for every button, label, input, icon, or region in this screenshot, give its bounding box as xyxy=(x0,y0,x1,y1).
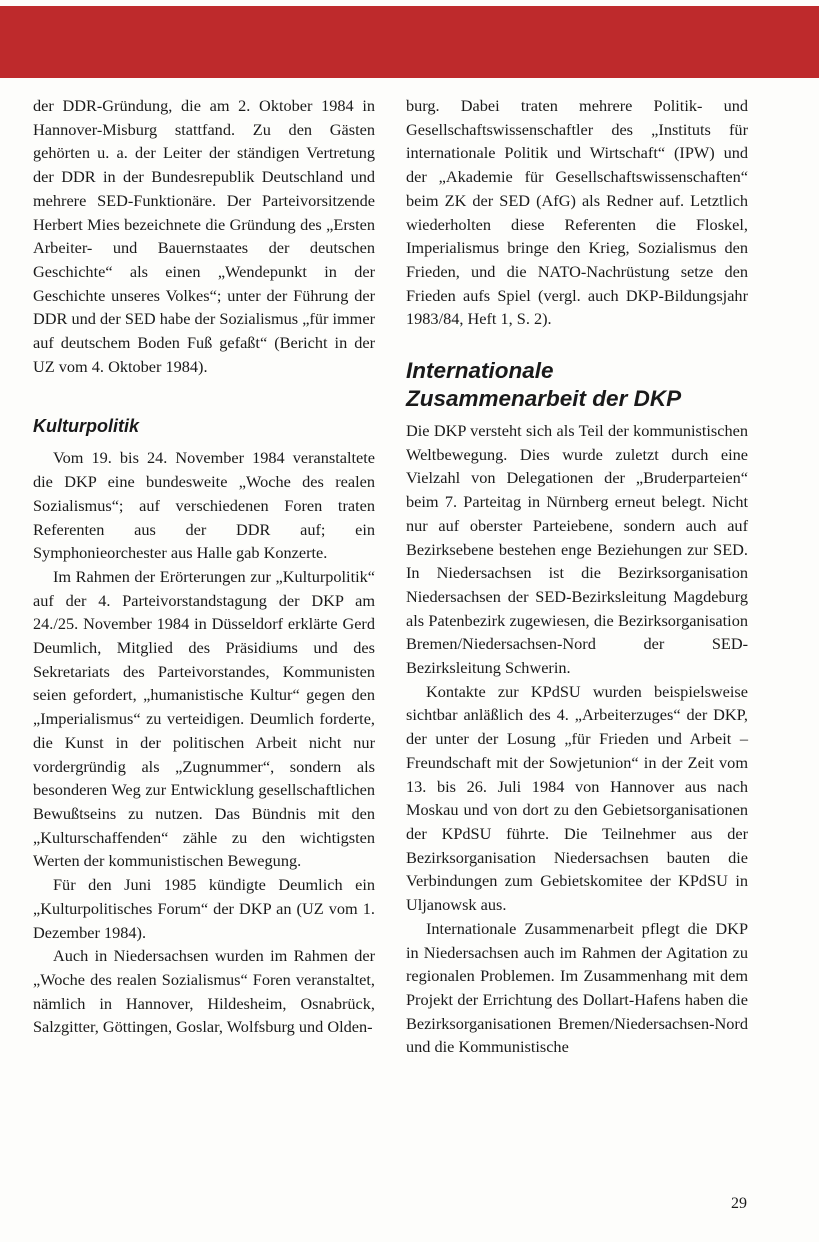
paragraph: Die DKP versteht sich als Teil der kommunistischen Weltbewegung. Dies wurde zuletzt durch eine Vielzahl von Delegationen der „Bruderparteien“ beim 7. Parteitag in Nürnberg erneut belegt. Nicht nur auf oberster Parteiebene, sondern auch auf Bezirksebene bestehen enge Beziehungen zur SED. In Niedersachsen ist die Bezirksorganisation Niedersachsen der SED-Bezirksleitung Magdeburg als Patenbezirk zugewiesen, die Bezirksorganisation Bremen/Niedersachsen-Nord der SED-Bezirksleitung Schwerin. xyxy=(406,421,748,678)
section-heading-internationale-zusammenarbeit xyxy=(406,357,748,413)
section-heading-kulturpolitik: Kulturpolitik xyxy=(33,416,139,437)
heading-line: Internationale xyxy=(406,358,554,384)
paragraph: Im Rahmen der Erörterungen zur „Kulturpolitik“ auf der 4. Parteivorstandstagung der DKP am 24./25. November 1984 in Düsseldorf erklärte Gerd Deumlich, Mitglied des Präsidiums und des Sekretariats des Parteivorstandes, Kommunisten seien gefordert, „humanistische Kultur“ gegen den „Imperialismus“ zu verteidigen. Deumlich forderte, die Kunst in der politischen Arbeit nicht nur vordergründig als „Zugnummer“, sondern als besonderen Weg zur Entwicklung gesellschaftlichen Bewußtseins zu nutzen. Das Bündnis mit den „Kulturschaffenden“ zähle zu den wichtigsten Werten der kommunistischen Bewegung. xyxy=(33,566,375,871)
left-column xyxy=(33,94,375,1039)
header-banner xyxy=(0,6,819,78)
paragraph: der DDR-Gründung, die am 2. Oktober 1984 in Hannover-Misburg stattfand. Zu den Gästen gehörten u. a. der Leiter der ständigen Vertretung der DDR in der Bundesrepublik Deutschland und mehrere SED-Funktionäre. Der Parteivorsitzende Herbert Mies bezeichnete die Gründung des „Ersten Arbeiter- und Bauernstaates der deutschen Geschichte“ als einen „Wendepunkt in der Geschichte unseres Volkes“; unter der Führung der DDR und der SED habe der Sozialismus „für immer auf deutschem Boden Fuß gefaßt“ (Bericht in der UZ vom 4. Oktober 1984). xyxy=(33,96,375,376)
paragraph: Internationale Zusammenarbeit pflegt die DKP in Niedersachsen auch im Rahmen der Agitation zu regionalen Problemen. Im Zusammenhang mit dem Projekt der Errichtung des Dollart-Hafens haben die Bezirksorganisationen Bremen/Niedersachsen-Nord und die Kommunistische xyxy=(406,918,748,1057)
page-number: 29 xyxy=(731,1195,747,1212)
paragraph: Kontakte zur KPdSU wurden beispielsweise sichtbar anläßlich des 4. „Arbeiterzuges“ der DKP, der unter der Losung „für Frieden und Arbeit – Freundschaft mit der Sowjetunion“ in der Zeit vom 13. bis 26. Juli 1984 von Hannover aus nach Moskau und von dort zu den Gebietsorganisationen der KPdSU führte. Die Teilnehmer aus der Bezirksorganisation Niedersachsen bauten die Verbindungen zum Gebietskomitee der KPdSU in Uljanowsk aus. xyxy=(406,681,748,915)
paragraph: burg. Dabei traten mehrere Politik- und Gesellschaftswissenschaftler des „Instituts für internationale Politik und Wirtschaft“ (IPW) und der „Akademie für Gesellschaftswissenschaften“ beim ZK der SED (AfG) als Redner auf. Letztlich wiederholten diese Referenten die Floskel, Imperialismus bringe den Krieg, Sozialismus den Frieden, und die NATO-Nachrüstung setze den Frieden aufs Spiel (vergl. auch DKP-Bildungsjahr 1983/84, Heft 1, S. 2). xyxy=(406,96,748,329)
paragraph: Auch in Niedersachsen wurden im Rahmen der „Woche des realen Sozialismus“ Foren veranstaltet, nämlich in Hannover, Hildesheim, Osnabrück, Salzgitter, Göttingen, Goslar, Wolfsburg und Olden- xyxy=(33,946,375,1037)
paragraph: Für den Juni 1985 kündigte Deumlich ein „Kulturpolitisches Forum“ der DKP an (UZ vom 1. Dezember 1984). xyxy=(33,875,375,942)
paragraph: Vom 19. bis 24. November 1984 veranstaltete die DKP eine bundesweite „Woche des realen Sozialismus“; auf verschiedenen Foren traten Referenten aus der DDR auf; ein Symphonieorchester aus Halle gab Konzerte. xyxy=(33,448,375,563)
heading-line: Zusammenarbeit der DKP xyxy=(406,386,682,412)
right-column xyxy=(406,94,748,1059)
